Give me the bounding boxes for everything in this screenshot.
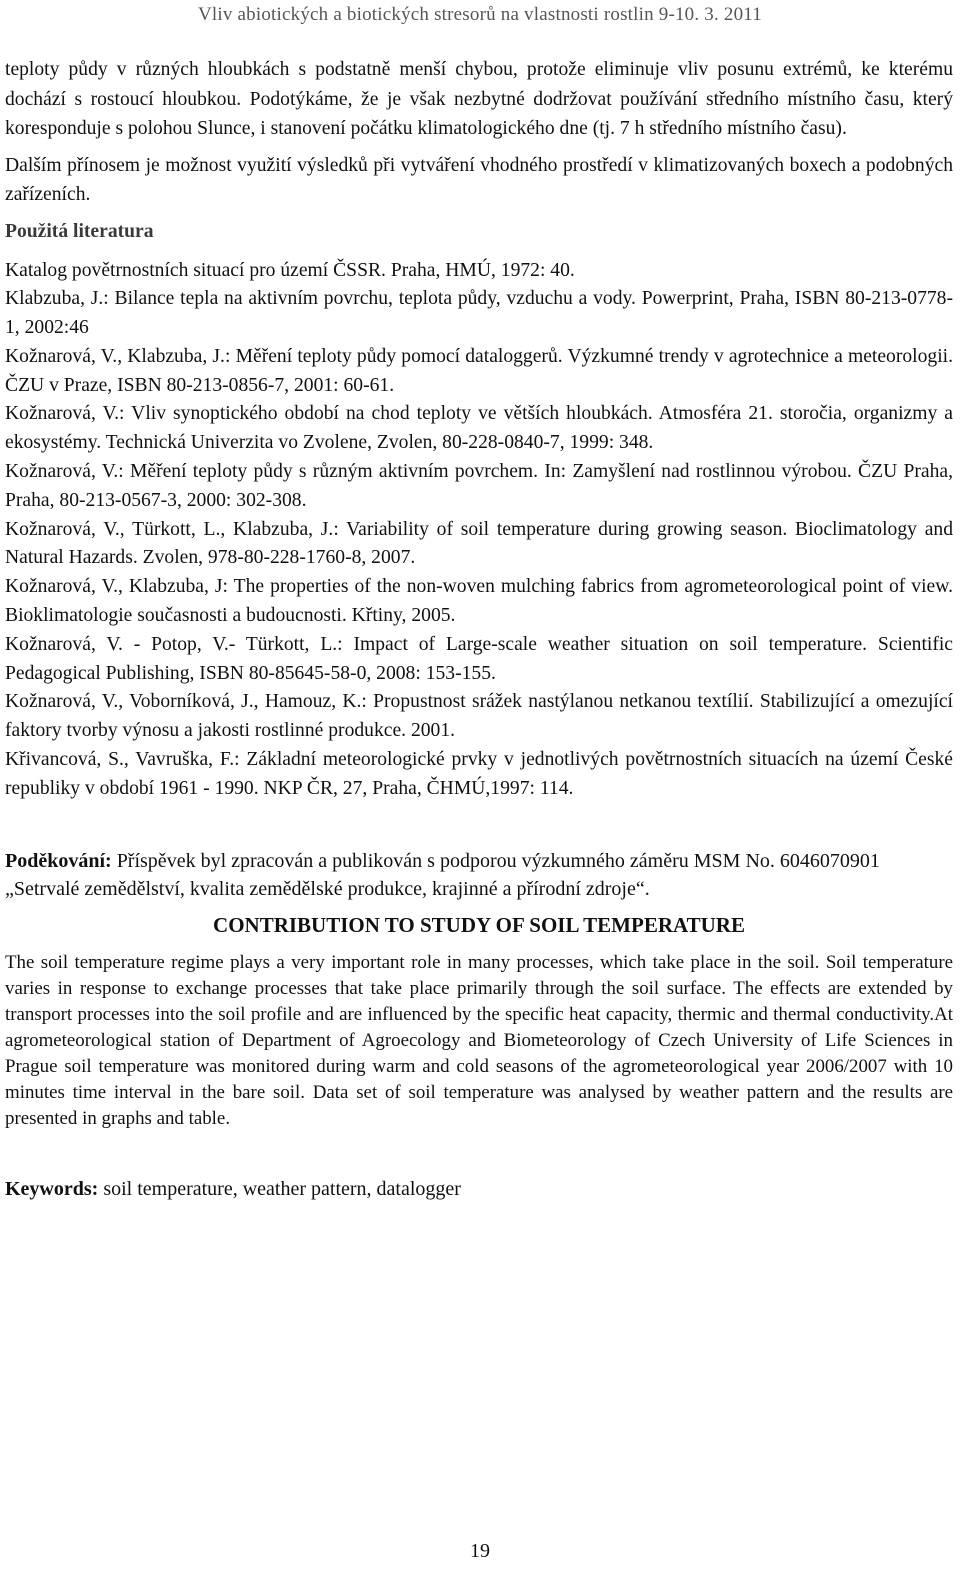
acknowledgement — [5, 847, 953, 903]
english-title: CONTRIBUTION TO STUDY OF SOIL TEMPERATURE — [213, 912, 745, 937]
reference-item: Kožnarová, V., Voborníková, J., Hamouz, K.: Propustnost srážek nastýlanou netkanou textílií. Stabilizující a omezující faktory tvorby výnosu a jakosti rostlinné produkce. 2001. — [5, 691, 953, 742]
reference-item: Kožnarová, V.: Měření teploty půdy s různým aktivním povrchem. In: Zamyšlení nad rostlinnou výrobou. ČZU Praha, Praha, 80-213-0567-3, 2000: 302-308. — [5, 461, 953, 511]
running-header: Vliv abiotických a biotických stresorů na vlastnosti rostlin 9-10. 3. 2011 — [198, 4, 762, 25]
page-content — [5, 55, 953, 1203]
reference-item: Kožnarová, V., Türkott, L., Klabzuba, J.: Variability of soil temperature during growing season. Bioclimatology and Natural Hazards. Zvolen, 978-80-228-1760-8, 2007. — [5, 518, 953, 569]
reference-item: Křivancová, S., Vavruška, F.: Základní meteorologické prvky v jednotlivých povětrnostních situacích na území České republiky v období 1961 - 1990. NKP ČR, 27, Praha, ČHMÚ,1997: 114. — [5, 749, 953, 799]
literature-heading: Použitá literatura — [5, 220, 154, 242]
keywords — [5, 1175, 953, 1203]
reference-item: Kožnarová, V.: Vliv synoptického období na chod teploty ve větších hloubkách. Atmosféra 21. storočia, organizmy a ekosystémy. Technická Univerzita vo Zvolene, Zvolen, 80-228-0840-7, 1999: 348. — [5, 403, 953, 454]
english-abstract: The soil temperature regime plays a very important role in many processes, which take place in the soil. Soil temperature varies in response to exchange processes that take place primarily through the soil surface. The effects are extended by transport processes into the soil profile and are influenced by the specific heat capacity, thermic and thermal conductivity.At agrometeorological station of Department of Agroecology and Biometeorology of Czech University of Life Sciences in Prague soil temperature was monitored during warm and cold seasons of the agrometeorological year 2006/2007 with 10 minutes time interval in the bare soil. Data set of soil temperature was analysed by weather pattern and the results are presented in graphs and table. — [5, 951, 953, 1129]
body-paragraph-2: Dalším přínosem je možnost využití výsledků při vytváření vhodného prostředí v klimatizovaných boxech a podobných zařízeních. — [5, 154, 953, 205]
reference-item: Kožnarová, V. - Potop, V.- Türkott, L.: Impact of Large-scale weather situation on soil temperature. Scientific Pedagogical Publishing, ISBN 80-85645-58-0, 2008: 153-155. — [5, 633, 953, 684]
reference-item: Kožnarová, V., Klabzuba, J: The properties of the non-woven mulching fabrics from agrometeorological point of view. Bioklimatologie současnosti a budoucnosti. Křtiny, 2005. — [5, 576, 953, 627]
reference-item: Kožnarová, V., Klabzuba, J.: Měření teploty půdy pomocí dataloggerů. Výzkumné trendy v agrotechnice a meteorologii. ČZU v Praze, ISBN 80-213-0856-7, 2001: 60-61. — [5, 345, 953, 396]
keywords-label: Keywords: — [5, 1177, 99, 1200]
keywords-text: soil temperature, weather pattern, datalogger — [98, 1177, 461, 1200]
reference-list — [5, 257, 953, 804]
acknowledgement-label: Poděkování: — [5, 849, 112, 872]
page-number: 19 — [470, 1540, 490, 1562]
reference-item: Klabzuba, J.: Bilance tepla na aktivním povrchu, teplota půdy, vzduchu a vody. Powerprint, Praha, ISBN 80-213-0778-1, 2002:46 — [5, 288, 953, 339]
acknowledgement-text: Příspěvek byl zpracován a publikován s podporou výzkumného záměru MSM No. 6046070901 „Setrvalé zemědělství, kvalita zemědělské produkce, krajinné a přírodní zdroje“. — [5, 849, 880, 900]
reference-item: Katalog povětrnostních situací pro území ČSSR. Praha, HMÚ, 1972: 40. — [5, 259, 575, 281]
body-paragraph-1: teploty půdy v různých hloubkách s podstatně menší chybou, protože eliminuje vliv posunu extrémů, ke kterému dochází s rostoucí hloubkou. Podotýkáme, že je však nezbytné dodržovat používání středního místního času, který koresponduje s polohou Slunce, i stanovení počátku klimatologického dne (tj. 7 h středního místního času). — [5, 59, 953, 139]
